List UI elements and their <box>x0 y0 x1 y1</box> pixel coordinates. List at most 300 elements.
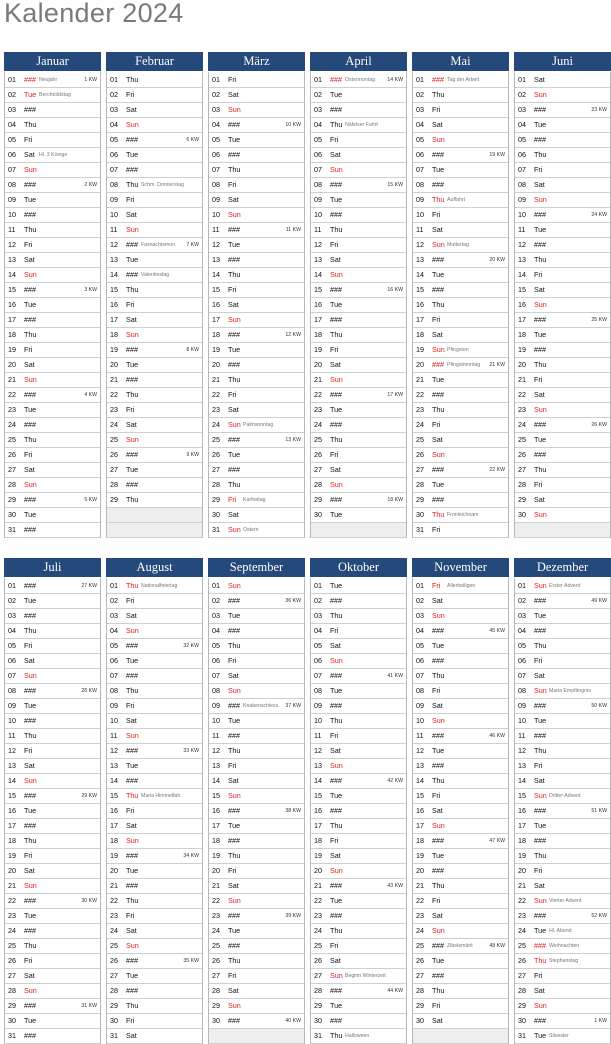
empty-day-cell <box>107 523 202 538</box>
day-row <box>107 193 202 208</box>
day-row <box>209 849 304 864</box>
day-number: 15 <box>8 791 16 800</box>
day-row <box>311 268 406 283</box>
weekday-label: Sat <box>228 776 239 785</box>
weekday-label: Thu <box>432 986 445 995</box>
day-number: 21 <box>518 881 526 890</box>
weekday-label: Sun <box>432 345 445 354</box>
weekday-label: Sun <box>432 611 445 620</box>
weekday-label: ### <box>126 165 138 174</box>
weekday-label: Sun <box>24 480 37 489</box>
day-row <box>515 193 610 208</box>
day-number: 11 <box>314 225 322 234</box>
day-row <box>107 223 202 238</box>
holiday-label: Maria Himmelfah. <box>141 793 182 799</box>
weekday-label: Fri <box>24 450 33 459</box>
weekday-label: Fri <box>228 656 237 665</box>
weekday-label: ### <box>330 1016 342 1025</box>
weekday-label: Sat <box>126 420 137 429</box>
day-row <box>515 118 610 133</box>
day-number: 30 <box>8 1016 16 1025</box>
day-row <box>209 463 304 478</box>
day-number: 10 <box>314 210 322 219</box>
weekday-label: Tue <box>432 956 445 965</box>
day-number: 10 <box>518 716 526 725</box>
day-row <box>311 849 406 864</box>
weekday-label: ### <box>534 135 546 144</box>
weekday-label: Fri <box>432 1001 441 1010</box>
day-row <box>5 1014 100 1029</box>
day-number: 20 <box>212 866 220 875</box>
weekday-label: Thu <box>432 671 445 680</box>
weekday-label: ### <box>228 360 240 369</box>
day-number: 02 <box>8 90 16 99</box>
weekday-label: Sat <box>330 150 341 159</box>
day-row <box>515 849 610 864</box>
week-number: 25 KW <box>591 317 607 323</box>
weekday-label: ### <box>126 956 138 965</box>
day-number: 30 <box>518 510 526 519</box>
day-row <box>413 448 508 463</box>
day-number: 07 <box>314 671 322 680</box>
month-0 <box>4 52 101 538</box>
day-row <box>311 388 406 403</box>
weekday-label: Thu <box>24 731 37 740</box>
weekday-label: ### <box>330 701 342 710</box>
day-row <box>413 433 508 448</box>
day-number: 23 <box>110 405 118 414</box>
weekday-label: Tue <box>330 90 343 99</box>
day-number: 26 <box>416 956 424 965</box>
weekday-label: Sat <box>432 911 443 920</box>
day-row <box>107 594 202 609</box>
day-number: 08 <box>314 686 322 695</box>
week-number: 1 KW <box>84 77 97 83</box>
weekday-label: ### <box>432 941 444 950</box>
day-number: 29 <box>212 495 220 504</box>
weekday-label: Fri <box>126 701 135 710</box>
day-number: 25 <box>8 435 16 444</box>
weekday-label: ### <box>24 420 36 429</box>
weekday-label: Thu <box>432 300 445 309</box>
day-number: 18 <box>518 836 526 845</box>
weekday-label: ### <box>330 75 342 84</box>
empty-day-cell <box>515 523 610 538</box>
day-row <box>413 924 508 939</box>
day-number: 25 <box>212 435 220 444</box>
day-row <box>515 73 610 88</box>
weekday-label: Sat <box>24 255 35 264</box>
weekday-label: ### <box>24 611 36 620</box>
weekday-label: Sun <box>534 90 547 99</box>
weekday-label: Sun <box>228 315 241 324</box>
day-row <box>311 714 406 729</box>
day-row <box>413 193 508 208</box>
day-row <box>515 373 610 388</box>
day-list <box>514 577 611 1044</box>
weekday-label: Fri <box>126 300 135 309</box>
weekday-label: Sun <box>534 791 547 800</box>
day-number: 20 <box>518 866 526 875</box>
day-row <box>413 313 508 328</box>
day-number: 23 <box>110 911 118 920</box>
day-number: 08 <box>416 180 424 189</box>
weekday-label: ### <box>330 180 342 189</box>
day-row <box>515 684 610 699</box>
day-row <box>515 103 610 118</box>
week-number: 44 KW <box>387 988 403 994</box>
weekday-label: Sat <box>24 656 35 665</box>
day-row <box>311 433 406 448</box>
holiday-label: Muttertag <box>447 242 469 248</box>
day-number: 23 <box>8 405 16 414</box>
day-number: 07 <box>212 165 220 174</box>
weekday-label: Fri <box>534 375 543 384</box>
day-number: 14 <box>8 270 16 279</box>
weekday-label: Fri <box>24 746 33 755</box>
weekday-label: Thu <box>534 956 547 965</box>
day-number: 27 <box>110 465 118 474</box>
day-number: 03 <box>212 105 220 114</box>
day-row <box>311 373 406 388</box>
weekday-label: Fri <box>330 626 339 635</box>
day-number: 21 <box>8 375 16 384</box>
day-number: 02 <box>8 596 16 605</box>
week-number: 3 KW <box>84 287 97 293</box>
holiday-label: Karfreitag <box>243 497 266 503</box>
day-row <box>413 984 508 999</box>
day-number: 16 <box>416 300 424 309</box>
weekday-label: ### <box>24 180 36 189</box>
week-number: 1 KW <box>594 1018 607 1024</box>
day-row <box>107 954 202 969</box>
day-row <box>413 609 508 624</box>
week-number: 24 KW <box>591 212 607 218</box>
day-number: 28 <box>212 480 220 489</box>
day-row <box>5 523 100 538</box>
weekday-label: Tue <box>330 686 343 695</box>
weekday-label: ### <box>330 671 342 680</box>
day-number: 11 <box>110 731 118 740</box>
weekday-label: Thu <box>126 285 139 294</box>
day-row <box>107 999 202 1014</box>
weekday-label: Tue <box>330 581 343 590</box>
holiday-label: Ostermontag <box>345 77 375 83</box>
weekday-label: ### <box>126 671 138 680</box>
weekday-label: ### <box>126 375 138 384</box>
day-row <box>515 789 610 804</box>
day-number: 03 <box>518 105 526 114</box>
day-row <box>413 328 508 343</box>
day-number: 15 <box>416 791 424 800</box>
day-number: 03 <box>8 105 16 114</box>
day-number: 16 <box>8 300 16 309</box>
weekday-label: Fri <box>330 731 339 740</box>
day-number: 06 <box>212 150 220 159</box>
weekday-label: Thu <box>534 465 547 474</box>
day-row <box>311 208 406 223</box>
week-number: 2 KW <box>84 182 97 188</box>
day-row <box>515 343 610 358</box>
day-row <box>209 328 304 343</box>
day-number: 07 <box>8 165 16 174</box>
day-number: 25 <box>416 435 424 444</box>
day-row <box>209 639 304 654</box>
day-row <box>5 774 100 789</box>
weekday-label: Tue <box>534 225 547 234</box>
day-row <box>209 759 304 774</box>
day-row <box>107 654 202 669</box>
day-row <box>209 819 304 834</box>
day-number: 07 <box>314 165 322 174</box>
day-number: 20 <box>8 866 16 875</box>
weekday-label: Sun <box>330 375 343 384</box>
weekday-label: Sat <box>432 701 443 710</box>
weekday-label: Thu <box>228 956 241 965</box>
week-number: 45 KW <box>489 628 505 634</box>
day-number: 25 <box>110 941 118 950</box>
weekday-label: Tue <box>24 806 37 815</box>
weekday-label: ### <box>228 731 240 740</box>
day-number: 15 <box>110 285 118 294</box>
day-row <box>515 478 610 493</box>
weekday-label: ### <box>432 255 444 264</box>
weekday-label: Fri <box>126 405 135 414</box>
day-number: 19 <box>416 851 424 860</box>
week-number: 52 KW <box>591 913 607 919</box>
day-number: 05 <box>314 135 322 144</box>
day-row <box>209 73 304 88</box>
weekday-label: Thu <box>24 941 37 950</box>
day-number: 10 <box>314 716 322 725</box>
day-number: 19 <box>8 345 16 354</box>
day-number: 24 <box>110 926 118 935</box>
day-row <box>311 969 406 984</box>
day-row <box>5 609 100 624</box>
day-row <box>209 1014 304 1029</box>
weekday-label: Fri <box>24 641 33 650</box>
day-row <box>413 178 508 193</box>
day-number: 01 <box>416 581 424 590</box>
weekday-label: Sat <box>534 881 545 890</box>
weekday-label: Tue <box>534 821 547 830</box>
weekday-label: Sun <box>24 270 37 279</box>
day-row <box>515 954 610 969</box>
day-row <box>311 103 406 118</box>
weekday-label: Tue <box>432 480 445 489</box>
weekday-label: Tue <box>228 135 241 144</box>
weekday-label: Sun <box>228 581 241 590</box>
day-number: 01 <box>8 75 16 84</box>
day-row <box>413 103 508 118</box>
weekday-label: Tue <box>24 405 37 414</box>
day-row <box>5 433 100 448</box>
day-row <box>107 714 202 729</box>
weekday-label: Tue <box>330 896 343 905</box>
weekday-label: ### <box>330 776 342 785</box>
day-number: 03 <box>212 611 220 620</box>
day-number: 29 <box>314 495 322 504</box>
day-number: 06 <box>8 656 16 665</box>
day-number: 08 <box>212 180 220 189</box>
day-row <box>413 774 508 789</box>
day-number: 30 <box>212 1016 220 1025</box>
day-row <box>413 283 508 298</box>
day-row <box>107 864 202 879</box>
weekday-label: ### <box>432 761 444 770</box>
day-row <box>5 88 100 103</box>
weekday-label: Sat <box>534 75 545 84</box>
day-number: 14 <box>212 776 220 785</box>
day-list <box>4 71 101 538</box>
day-number: 06 <box>416 656 424 665</box>
day-row <box>515 669 610 684</box>
day-number: 06 <box>518 150 526 159</box>
weekday-label: Tue <box>24 911 37 920</box>
weekday-label: ### <box>432 971 444 980</box>
day-row <box>311 879 406 894</box>
month-header: Oktober <box>310 558 407 577</box>
day-row <box>5 418 100 433</box>
week-number: 46 KW <box>489 733 505 739</box>
weekday-label: ### <box>24 791 36 800</box>
day-number: 03 <box>314 105 322 114</box>
weekday-label: ### <box>24 495 36 504</box>
weekday-label: Sat <box>126 315 137 324</box>
weekday-label: Fri <box>534 270 543 279</box>
day-number: 26 <box>8 450 16 459</box>
day-number: 20 <box>518 360 526 369</box>
weekday-label: Thu <box>126 75 139 84</box>
day-number: 15 <box>518 285 526 294</box>
day-row <box>107 283 202 298</box>
day-row <box>5 639 100 654</box>
weekday-label: ### <box>126 851 138 860</box>
day-row <box>107 73 202 88</box>
week-number: 7 KW <box>186 242 199 248</box>
week-number: 30 KW <box>81 898 97 904</box>
weekday-label: Thu <box>228 165 241 174</box>
month-2 <box>208 52 305 538</box>
day-number: 26 <box>518 450 526 459</box>
day-row <box>5 939 100 954</box>
day-number: 10 <box>8 210 16 219</box>
day-row <box>413 163 508 178</box>
weekday-label: Thu <box>126 686 139 695</box>
week-number: 26 KW <box>591 422 607 428</box>
day-number: 13 <box>212 761 220 770</box>
day-number: 13 <box>8 761 16 770</box>
day-number: 11 <box>416 225 424 234</box>
weekday-label: Thu <box>24 435 37 444</box>
day-number: 07 <box>416 165 424 174</box>
weekday-label: ### <box>126 881 138 890</box>
month-header: März <box>208 52 305 71</box>
day-row <box>5 208 100 223</box>
day-number: 04 <box>110 120 118 129</box>
day-number: 25 <box>416 941 424 950</box>
weekday-label: Sun <box>534 300 547 309</box>
day-number: 27 <box>314 971 322 980</box>
day-number: 09 <box>518 195 526 204</box>
weekday-label: ### <box>432 180 444 189</box>
day-row <box>311 118 406 133</box>
day-row <box>209 448 304 463</box>
weekday-label: Thu <box>24 225 37 234</box>
weekday-label: Tue <box>126 150 139 159</box>
day-number: 13 <box>518 255 526 264</box>
weekday-label: ### <box>228 150 240 159</box>
week-number: 43 KW <box>387 883 403 889</box>
day-row <box>413 909 508 924</box>
day-row <box>5 594 100 609</box>
day-number: 25 <box>212 941 220 950</box>
day-row <box>515 448 610 463</box>
weekday-label: Fri <box>228 495 237 504</box>
weekday-label: ### <box>330 806 342 815</box>
day-row <box>209 834 304 849</box>
weekday-label: Fri <box>330 941 339 950</box>
day-row <box>413 744 508 759</box>
day-number: 22 <box>212 390 220 399</box>
weekday-label: Sat <box>432 1016 443 1025</box>
day-row <box>311 864 406 879</box>
day-number: 07 <box>212 671 220 680</box>
week-number: 8 KW <box>186 347 199 353</box>
weekday-label: ### <box>432 465 444 474</box>
day-number: 13 <box>212 255 220 264</box>
day-row <box>311 624 406 639</box>
day-row <box>5 283 100 298</box>
day-row <box>515 223 610 238</box>
day-row <box>413 624 508 639</box>
day-number: 14 <box>314 270 322 279</box>
day-number: 20 <box>110 866 118 875</box>
day-number: 24 <box>416 926 424 935</box>
day-number: 16 <box>314 806 322 815</box>
holiday-label: Hl. 3 Könige <box>39 152 68 158</box>
day-number: 07 <box>518 165 526 174</box>
weekday-label: Sun <box>534 686 547 695</box>
day-number: 18 <box>110 330 118 339</box>
month-header: Juli <box>4 558 101 577</box>
weekday-label: Tue <box>228 450 241 459</box>
day-row <box>515 208 610 223</box>
day-number: 10 <box>416 210 424 219</box>
day-row <box>107 759 202 774</box>
day-row <box>311 909 406 924</box>
day-row <box>209 388 304 403</box>
day-number: 04 <box>212 120 220 129</box>
weekday-label: Thu <box>126 1001 139 1010</box>
day-list <box>514 71 611 538</box>
day-row <box>107 298 202 313</box>
day-row <box>107 178 202 193</box>
day-number: 04 <box>416 120 424 129</box>
day-number: 13 <box>416 255 424 264</box>
day-row <box>5 879 100 894</box>
day-row <box>5 849 100 864</box>
weekday-label: ### <box>432 656 444 665</box>
day-row <box>413 894 508 909</box>
day-row <box>209 789 304 804</box>
day-number: 06 <box>518 656 526 665</box>
weekday-label: Thu <box>24 836 37 845</box>
day-row <box>413 523 508 538</box>
day-row <box>311 924 406 939</box>
weekday-label: ### <box>24 525 36 534</box>
weekday-label: Sat <box>330 956 341 965</box>
